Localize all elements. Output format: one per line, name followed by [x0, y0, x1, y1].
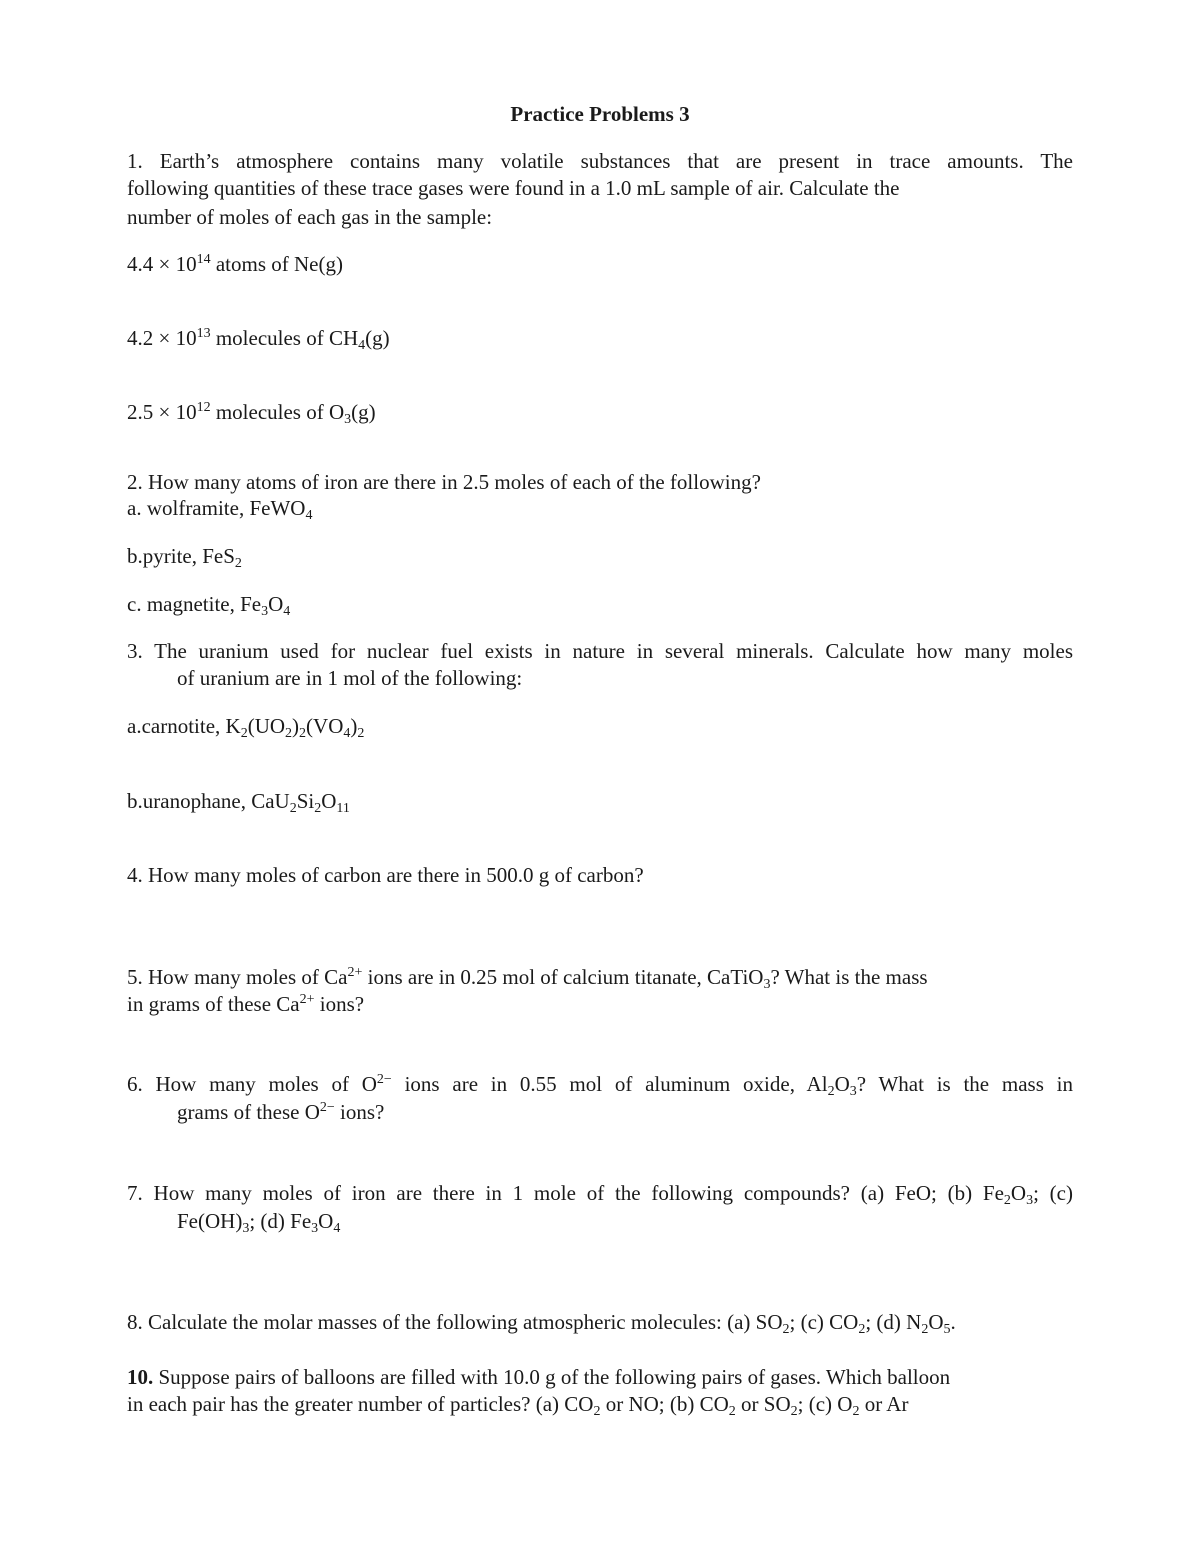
question-5-line-1: 5. How many moles of $Ca^{2+}$ ions are in 0.25 mol of calcium titanate, CaTiO$_3$? What is the mass — [127, 965, 928, 992]
document-page — [127, 0, 1077, 1553]
question-6-line-2: grams of these $O^{2-}$ ions? — [177, 1100, 385, 1124]
question-6-line-1: 6. How many moles of $O^{2-}$ ions are in 0.55 mol of aluminum oxide, $Al_2O_3$? What is the mass in — [127, 1072, 1074, 1099]
question-1a: $4.4 \times 10^{14}$ atoms of Ne(g) — [127, 252, 343, 276]
question-10-line-2: in each pair has the greater number of particles? (a) $CO_2$ or NO; (b) $CO_2$ or $SO_2$; (c) $O_2$ or Ar — [127, 1392, 909, 1419]
question-2a: a. wolframite, FeWO$_4$ — [127, 496, 313, 523]
question-3a: a.carnotite, $K_2(UO_2)_2(VO_4)_2$ — [127, 714, 365, 741]
question-7-line-2: $Fe(OH)_3$; (d) $Fe_3O_4$ — [177, 1209, 341, 1236]
question-2b: b.pyrite, FeS$_2$ — [127, 544, 242, 571]
question-1-line-2: following quantities of these trace gases were found in a 1.0 mL sample of air. Calculate the — [127, 176, 900, 200]
question-2c: c. magnetite, $Fe_3O_4$ — [127, 592, 291, 619]
question-1c: $2.5 \times 10^{12}$ molecules of $O_3(g)$ — [127, 400, 376, 427]
question-10-line-1: 10. Suppose pairs of balloons are filled with 10.0 g of the following pairs of gases. Which balloon — [127, 1365, 951, 1389]
question-1b: $4.2 \times 10^{13}$ molecules of $CH_4(g)$ — [127, 326, 390, 353]
question-7-line-1: 7. How many moles of iron are there in 1 mole of the following compounds? (a) FeO; (b) $Fe_2O_3$; (c) — [127, 1181, 1073, 1208]
question-3b: b.uranophane, $CaU_2Si_2O_{11}$ — [127, 789, 350, 816]
question-5-line-2: in grams of these $Ca^{2+}$ ions? — [127, 992, 365, 1016]
question-3-line-1: 3. The uranium used for nuclear fuel exists in nature in several minerals. Calculate how many moles — [127, 639, 1073, 663]
question-4: 4. How many moles of carbon are there in 500.0 g of carbon? — [127, 863, 644, 887]
question-3-line-2: of uranium are in 1 mol of the following: — [177, 666, 523, 690]
question-2-stem: 2. How many atoms of iron are there in 2.5 moles of each of the following? — [127, 470, 761, 494]
question-1-line-3: number of moles of each gas in the sample: — [127, 205, 493, 229]
page-title: Practice Problems 3 — [510, 102, 690, 126]
question-8: 8. Calculate the molar masses of the following atmospheric molecules: (a) $SO_2$; (c) $CO_2$; (d) $N_2O_5$. — [127, 1310, 956, 1337]
question-1-line-1: 1. Earth’s atmosphere contains many volatile substances that are present in trace amounts. The — [127, 149, 1073, 173]
